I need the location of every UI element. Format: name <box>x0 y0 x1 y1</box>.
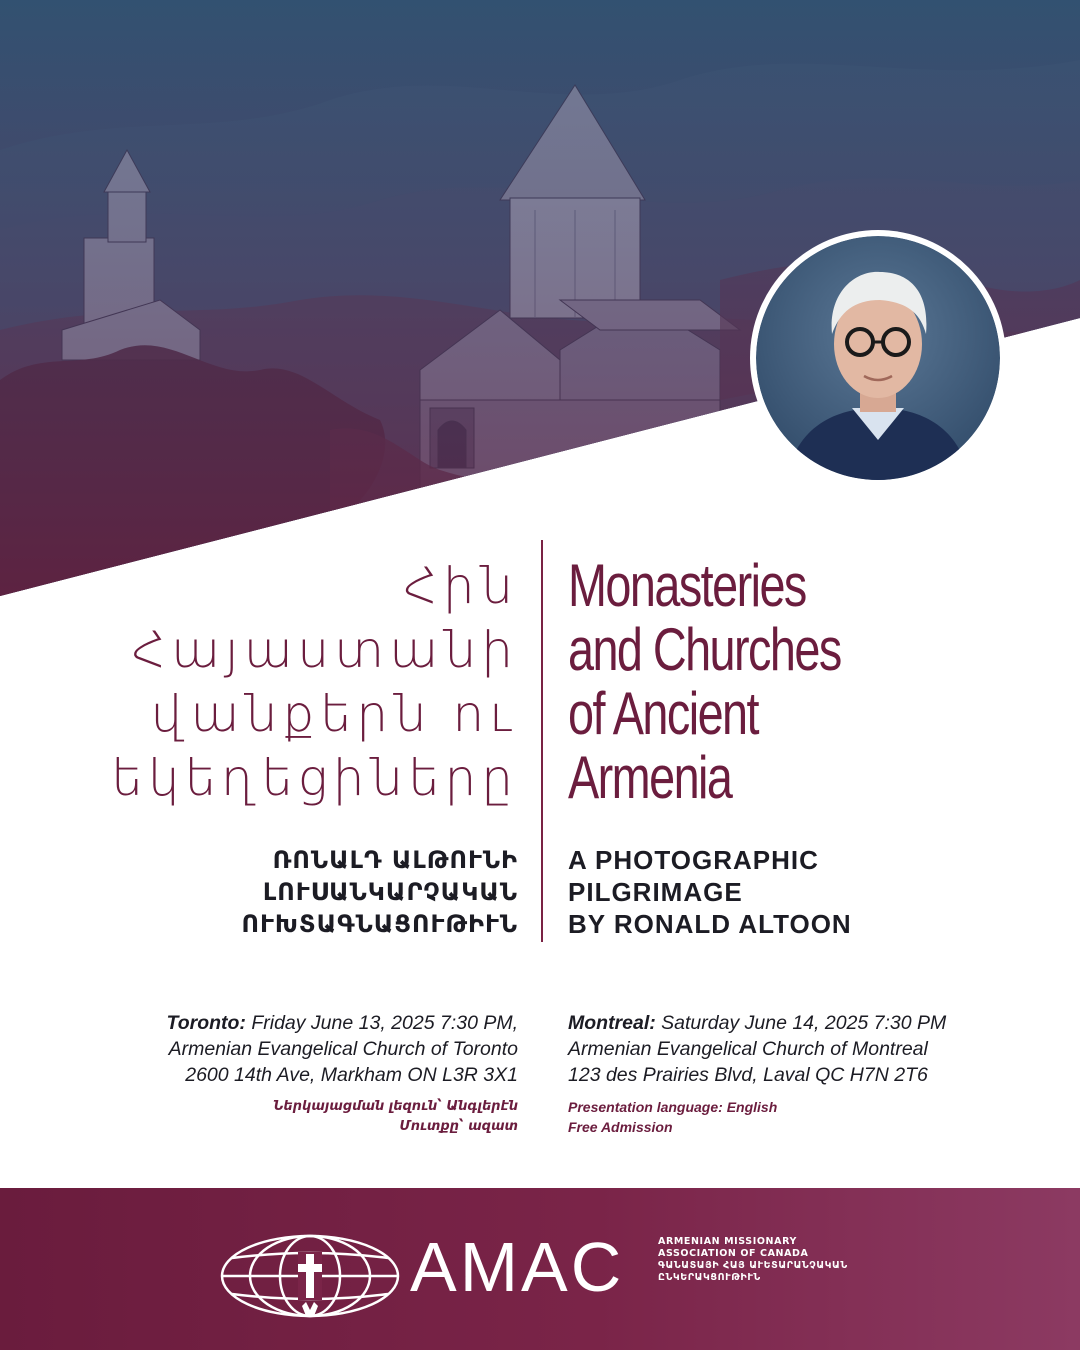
montreal-date: Saturday June 14, 2025 7:30 PM <box>655 1012 947 1034</box>
speaker-portrait <box>756 236 1000 480</box>
toronto-notes <box>78 1097 518 1137</box>
english-subtitle-line: PILGRIMAGE <box>568 877 743 907</box>
armenian-subtitle-line: ՈՒԽՏԱԳՆԱՑՈՒԹԻՒՆ <box>241 910 518 938</box>
montreal-notes <box>568 1097 988 1137</box>
toronto-date: Friday June 13, 2025 7:30 PM, <box>245 1012 518 1034</box>
armenian-subtitle-line: ԼՈՒՍԱՆԿԱՐՉԱԿԱՆ <box>262 878 518 906</box>
speaker-photo <box>756 236 1000 480</box>
org-line: ASSOCIATION OF CANADA <box>658 1248 809 1259</box>
montreal-note: Presentation language: English <box>568 1099 778 1115</box>
montreal-address: 123 des Prairies Blvd, Laval QC H7N 2T6 <box>568 1064 928 1086</box>
montreal-note: Free Admission <box>568 1119 673 1135</box>
english-title-line: and Churches <box>568 616 841 683</box>
toronto-city: Toronto: <box>166 1012 246 1034</box>
org-line: ԳԱՆԱՏԱՅԻ ՀԱՅ ԱՒԵՏԱՐԱՆՉԱԿԱՆ <box>658 1260 848 1271</box>
toronto-note: Ներկայացման լեզուն՝ Անգլերէն <box>273 1099 518 1114</box>
armenian-title-line: Հայաստանի <box>131 621 518 679</box>
org-line: ԸՆԿԵՐԱԿՑՈՒԹԻՒՆ <box>658 1272 761 1283</box>
english-subtitle <box>568 844 1008 940</box>
armenian-subtitle <box>78 844 518 940</box>
armenian-title-line: եկեղեցիները <box>110 749 518 807</box>
montreal-date-line <box>568 1010 988 1036</box>
english-title-line: of Ancient <box>568 680 758 747</box>
footer-bar <box>0 1188 1080 1350</box>
org-line: ARMENIAN MISSIONARY <box>658 1236 797 1247</box>
montreal-venue: Armenian Evangelical Church of Montreal <box>568 1038 928 1060</box>
armenian-title-line: Հին <box>403 557 518 615</box>
globe-cross-icon <box>218 1230 402 1322</box>
english-subtitle-line: A PHOTOGRAPHIC <box>568 845 819 875</box>
organization-name <box>658 1236 848 1284</box>
montreal-event <box>568 1010 988 1088</box>
toronto-note: Մուտքը՝ ազատ <box>399 1119 518 1134</box>
toronto-venue: Armenian Evangelical Church of Toronto <box>168 1038 518 1060</box>
english-title <box>568 554 896 810</box>
montreal-city: Montreal: <box>568 1012 656 1034</box>
armenian-title-line: վանքերն ու <box>150 685 518 743</box>
toronto-address: 2600 14th Ave, Markham ON L3R 3X1 <box>185 1064 518 1086</box>
english-title-line: Armenia <box>568 744 732 811</box>
armenian-title <box>78 554 518 810</box>
toronto-event <box>58 1010 518 1088</box>
english-title-line: Monasteries <box>568 552 806 619</box>
title-divider <box>541 540 543 942</box>
armenian-subtitle-line: ՌՈՆԱԼԴ ԱԼԹՈՒՆԻ <box>272 846 518 874</box>
brand-name: AMAC <box>410 1228 625 1306</box>
toronto-date-line <box>58 1010 518 1036</box>
english-subtitle-line: BY RONALD ALTOON <box>568 909 852 939</box>
